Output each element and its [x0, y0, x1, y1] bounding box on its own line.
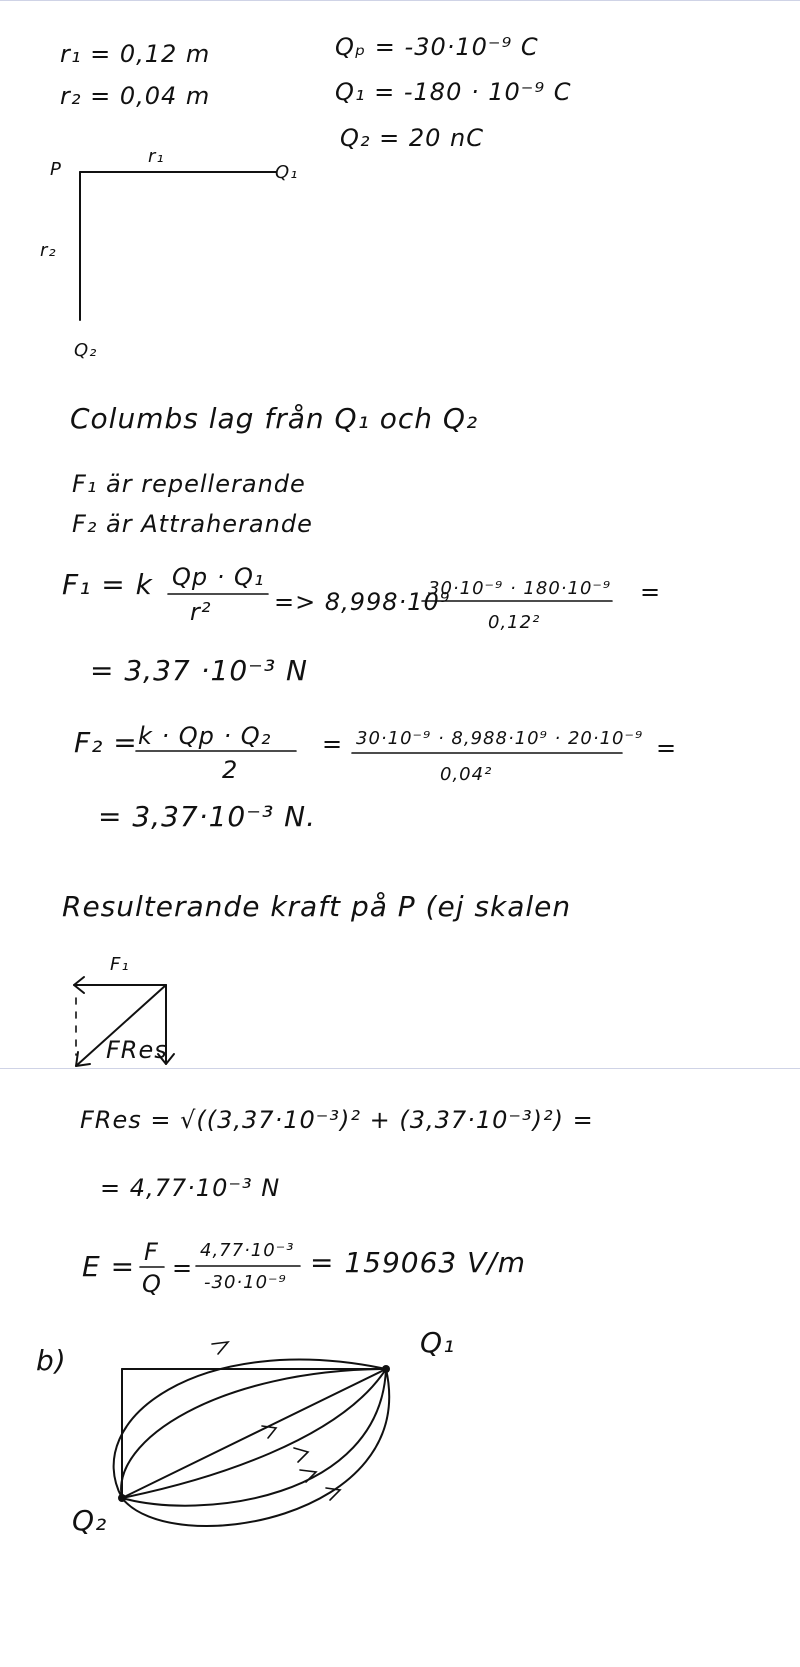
f2-mid-equals: = — [322, 730, 344, 758]
part-b-label: b) — [36, 1344, 67, 1377]
resultant-heading: Resulterande kraft på P (ej skalen — [62, 890, 572, 923]
charge-geometry-sketch — [80, 172, 276, 320]
f1-result: = 3,37 ·10⁻³ N — [90, 654, 308, 687]
f1-fraction2-num: 30·10⁻⁹ · 180·10⁻⁹ — [428, 578, 612, 599]
field-lines-sketch — [114, 1342, 390, 1526]
given-q2: Q₂ = 20 nC — [340, 124, 485, 152]
f1-lhs: F₁ = k — [62, 568, 153, 601]
f2-lhs: F₂ = — [74, 726, 138, 759]
f2-fraction2-den: 0,04² — [440, 764, 493, 785]
f1-equals: = — [640, 578, 662, 606]
e-lhs: E = — [82, 1250, 136, 1283]
f2-result: = 3,37·10⁻³ N. — [98, 800, 316, 833]
f2-fraction-num: k · Qp · Q₂ — [138, 722, 272, 750]
field-line-straight — [122, 1369, 386, 1498]
field-arrow-icon-3 — [294, 1448, 308, 1462]
f2-fraction2-num: 30·10⁻⁹ · 8,988·10⁹ · 20·10⁻⁹ — [356, 728, 644, 749]
part-b-q1-label: Q₁ — [420, 1326, 456, 1359]
f1-note: F₁ är repellerande — [72, 470, 306, 498]
e-fraction-num: F — [144, 1238, 159, 1266]
given-r2: r₂ = 0,04 m — [60, 82, 211, 110]
given-r1: r₁ = 0,12 m — [60, 40, 211, 68]
f1-fraction2-den: 0,12² — [488, 612, 541, 633]
part-b-q2-label: Q₂ — [72, 1504, 108, 1537]
f2-fraction-den: 2 — [222, 756, 239, 784]
field-line-lower-mid — [122, 1369, 386, 1506]
coulomb-heading: Columbs lag från Q₁ och Q₂ — [70, 402, 479, 435]
q1-label: Q₁ — [275, 162, 299, 183]
e-result: = 159063 V/m — [310, 1246, 527, 1279]
r1-label: r₁ — [148, 146, 165, 167]
fres-equation: FRes = √((3,37·10⁻³)² + (3,37·10⁻³)²) = — [80, 1106, 594, 1134]
e-fraction2-den: -30·10⁻⁹ — [204, 1272, 287, 1293]
f2-equals: = — [656, 734, 678, 762]
vector-f1-label: F₁ — [110, 954, 130, 975]
f2-note: F₂ är Attraherande — [72, 510, 313, 538]
e-fraction-den: Q — [142, 1270, 162, 1298]
f1-fraction-num: Qp · Q₁ — [172, 563, 265, 591]
point-p-label: P — [50, 159, 62, 180]
field-line-upper-outer — [114, 1360, 386, 1498]
f1-arrow: => 8,998·10⁹ — [274, 588, 451, 616]
fres-result: = 4,77·10⁻³ N — [100, 1174, 281, 1202]
field-arrow-icon-1 — [212, 1342, 228, 1354]
vector-fres-label: FRes — [106, 1036, 168, 1064]
f1-fraction-den: r² — [190, 598, 212, 626]
r2-label: r₂ — [40, 240, 57, 261]
given-q1: Q₁ = -180 · 10⁻⁹ C — [335, 78, 572, 106]
q2-label: Q₂ — [74, 340, 98, 361]
e-mid-equals: = — [172, 1254, 194, 1282]
given-qp: Qₚ = -30·10⁻⁹ C — [335, 33, 539, 61]
e-fraction2-num: 4,77·10⁻³ — [200, 1240, 295, 1261]
